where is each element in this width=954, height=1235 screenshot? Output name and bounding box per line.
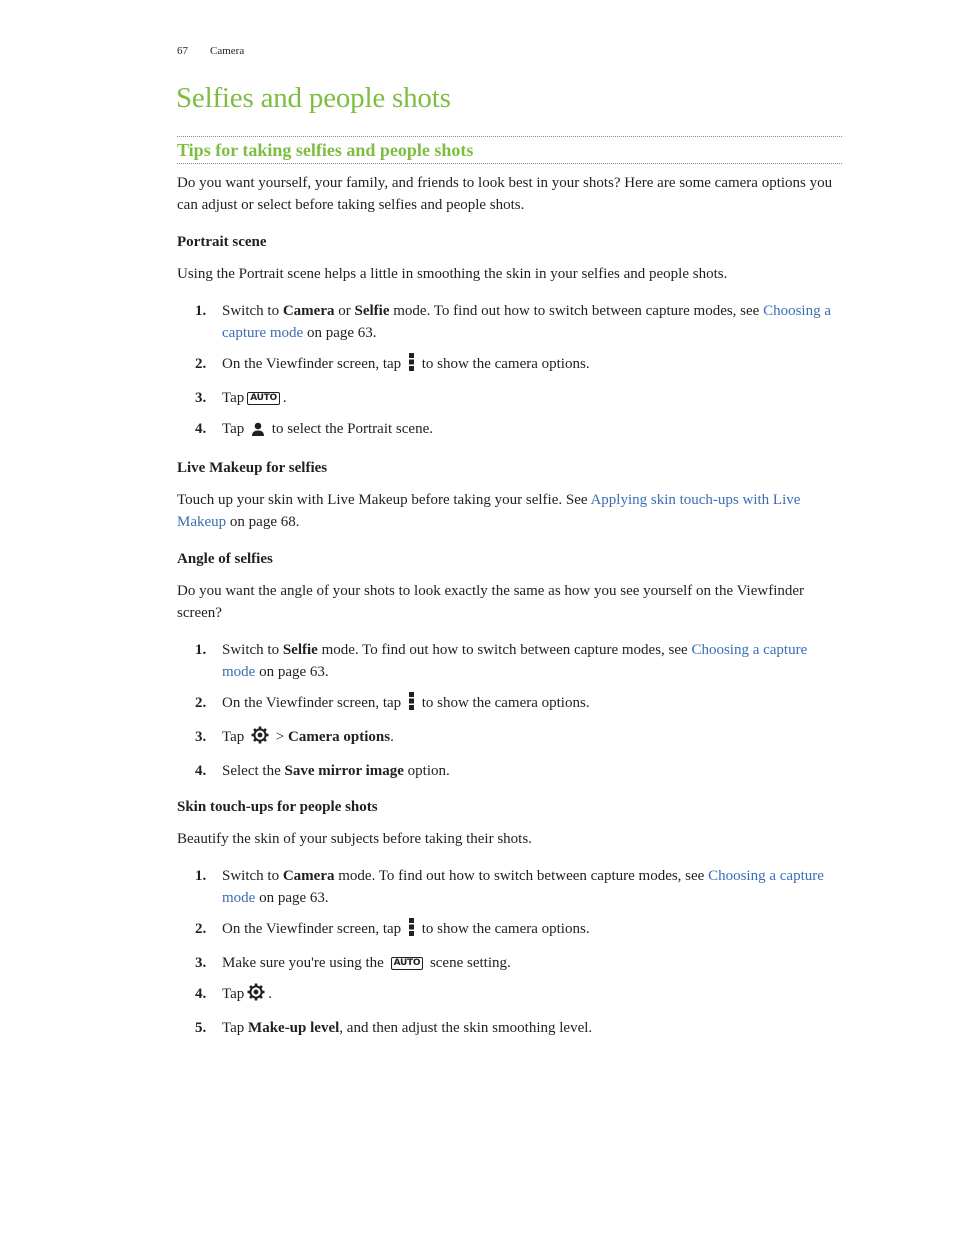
step-text: Switch to: [222, 303, 283, 319]
step-text: to show the camera options.: [421, 356, 590, 372]
step-bold: Camera: [282, 868, 335, 884]
step-number: 4.: [195, 986, 207, 1002]
link-choosing-capture-mode[interactable]: Choosing a capture mode: [222, 303, 832, 341]
step-text: .: [268, 986, 273, 1002]
step-number: 4.: [195, 421, 207, 437]
step-text: On the Viewfinder screen, tap: [222, 695, 402, 711]
step-text: on page 63.: [255, 664, 329, 680]
list-item: [177, 418, 837, 443]
link-choosing-capture-mode[interactable]: Choosing a capture mode: [222, 868, 824, 906]
step-bold: Save mirror image: [284, 763, 404, 779]
step-bold: Camera: [282, 303, 335, 319]
more-vert-icon: [408, 353, 415, 378]
step-text: option.: [403, 763, 450, 779]
portrait-person-icon: [251, 421, 265, 443]
step-bold: Camera options: [288, 729, 391, 745]
portrait-heading: Portrait scene: [177, 234, 267, 250]
step-number: 3.: [195, 955, 207, 971]
step-text: Tap: [222, 390, 245, 406]
step-text: Switch to: [222, 868, 283, 884]
step-number: 1.: [195, 642, 207, 658]
step-text: On the Viewfinder screen, tap: [222, 356, 402, 372]
more-vert-icon: [408, 918, 415, 943]
page-title: Selfies and people shots: [176, 82, 451, 114]
step-number: 1.: [195, 868, 207, 884]
step-text: Tap: [222, 729, 245, 745]
step-text: >: [275, 729, 288, 745]
step-number: 3.: [195, 729, 207, 745]
angle-heading: Angle of selfies: [177, 551, 273, 567]
gear-icon: [247, 983, 265, 1008]
step-number: 3.: [195, 390, 207, 406]
step-bold: Selfie: [354, 303, 390, 319]
section-title: Tips for taking selfies and people shots: [177, 140, 474, 160]
list-item: [177, 983, 837, 1008]
skin-heading: Skin touch-ups for people shots: [177, 799, 378, 815]
step-number: 2.: [195, 356, 207, 372]
portrait-steps: [177, 300, 837, 443]
divider-top: [177, 136, 842, 137]
list-item: [177, 1017, 837, 1039]
gear-icon: [251, 726, 269, 751]
list-item: [177, 387, 837, 409]
step-text: , and then adjust the skin smoothing level.: [339, 1020, 593, 1036]
page-number: 67: [177, 45, 188, 57]
list-item: [177, 300, 837, 344]
step-text: on page 63.: [255, 890, 329, 906]
list-item: [177, 952, 837, 974]
page-content: [177, 172, 837, 1053]
step-text: mode. To find out how to switch between capture modes, see: [334, 868, 709, 884]
step-text: mode. To find out how to switch between capture modes, see: [317, 642, 692, 658]
body-text: Touch up your skin with Live Makeup before taking your selfie. See: [177, 492, 591, 508]
list-item: [177, 726, 837, 751]
step-text: Select the: [222, 763, 285, 779]
intro-paragraph: Do you want yourself, your family, and friends to look best in your shots? Here are some camera options you can adjust or select before taking selfies and people shots.: [177, 175, 833, 213]
skin-body: Beautify the skin of your subjects before taking their shots.: [177, 831, 532, 847]
step-number: 2.: [195, 921, 207, 937]
step-text: Switch to: [222, 642, 283, 658]
step-text: to show the camera options.: [421, 921, 590, 937]
list-item: [177, 760, 837, 782]
list-item: [177, 692, 837, 717]
step-text: Make sure you're using the: [222, 955, 384, 971]
step-number: 2.: [195, 695, 207, 711]
divider-bottom: [177, 163, 842, 164]
link-choosing-capture-mode[interactable]: Choosing a capture mode: [222, 642, 808, 680]
skin-section: [177, 796, 837, 1039]
step-bold: Selfie: [282, 642, 318, 658]
step-text: On the Viewfinder screen, tap: [222, 921, 402, 937]
page-header: [177, 45, 244, 57]
step-text: to show the camera options.: [421, 695, 590, 711]
body-text: on page 68.: [226, 514, 300, 530]
list-item: [177, 353, 837, 378]
step-text: .: [282, 390, 287, 406]
live-makeup-body: [177, 489, 837, 533]
live-makeup-heading: Live Makeup for selfies: [177, 460, 328, 476]
step-text: Tap: [222, 986, 245, 1002]
step-number: 4.: [195, 763, 207, 779]
list-item: [177, 918, 837, 943]
step-text: to select the Portrait scene.: [271, 421, 433, 437]
step-number: 5.: [195, 1020, 207, 1036]
list-item: [177, 639, 837, 683]
live-makeup-section: [177, 457, 837, 533]
step-text: scene setting.: [429, 955, 511, 971]
angle-section: [177, 548, 837, 782]
step-text: mode. To find out how to switch between capture modes, see: [389, 303, 764, 319]
auto-scene-icon: AUTO: [247, 392, 280, 405]
step-text: Tap: [222, 1020, 249, 1036]
more-vert-icon: [408, 692, 415, 717]
angle-body: Do you want the angle of your shots to look exactly the same as how you see yourself on the Viewfinder screen?: [177, 583, 805, 621]
link-applying-skin-touch-ups[interactable]: Applying skin touch-ups with Live Makeup: [177, 492, 801, 530]
auto-scene-icon: AUTO: [391, 957, 424, 970]
step-text: .: [390, 729, 394, 745]
list-item: [177, 865, 837, 909]
step-text: on page 63.: [303, 325, 377, 341]
section-name: Camera: [210, 45, 245, 57]
angle-steps: [177, 639, 837, 782]
step-text: or: [334, 303, 355, 319]
step-text: Tap: [222, 421, 245, 437]
portrait-body: Using the Portrait scene helps a little in smoothing the skin in your selfies and people shots.: [177, 266, 728, 282]
step-bold: Make-up level: [248, 1020, 340, 1036]
portrait-section: [177, 231, 837, 443]
skin-steps: [177, 865, 837, 1039]
step-number: 1.: [195, 303, 207, 319]
